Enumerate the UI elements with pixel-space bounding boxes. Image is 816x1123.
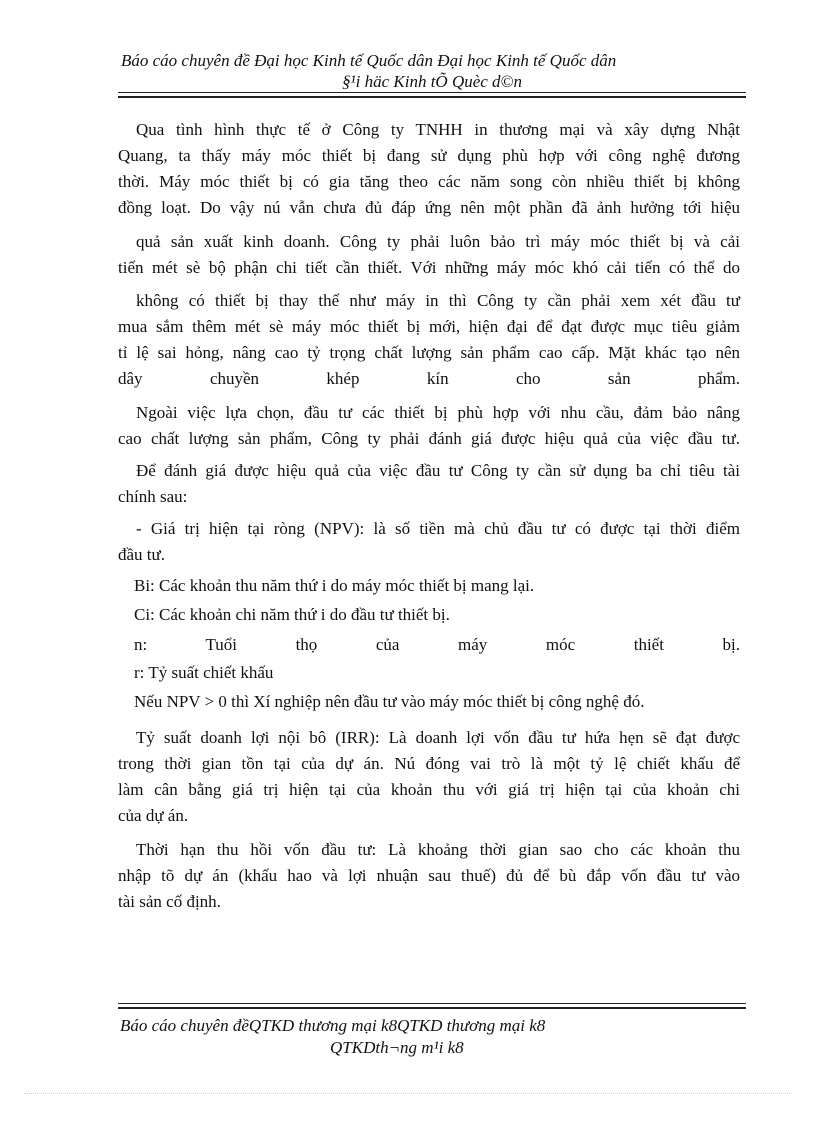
paragraph-selection <box>118 400 740 452</box>
header-rule <box>118 92 746 93</box>
definition-n <box>118 632 740 658</box>
text-line: làm cân bằng giá trị hiện tại của khoản thu với giá trị hiện tại của khoản chi <box>118 780 740 799</box>
paragraph-maintenance <box>118 229 740 281</box>
page-header <box>118 50 746 92</box>
text-line: không có thiết bị thay thế như máy in thì Công ty cần phải xem xét đầu tư <box>136 291 740 310</box>
header-line-1: Báo cáo chuyên đề Đại học Kinh tế Quốc dân Đại học Kinh tế Quốc dân <box>121 51 617 70</box>
text-line: Qua tình hình thực tế ở Công ty TNHH in thương mại và xây dựng Nhật <box>136 120 740 139</box>
definition-bi: Bi: Các khoản thu năm thứ i do máy móc thiết bị mang lại. <box>134 576 535 595</box>
text-line: thời. Máy móc thiết bị có gia tăng theo các năm song còn nhiều thiết bị không <box>118 172 740 191</box>
text-line: của dự án. <box>118 806 189 825</box>
text-line: dây chuyền khép kín cho sản phẩm. <box>118 369 740 388</box>
text-line: Quang, ta thấy máy móc thiết bị đang sử dụng phù hợp với công nghệ đương <box>118 146 740 165</box>
npv-rule: Nếu NPV > 0 thì Xí nghiệp nên đầu tư vào máy móc thiết bị công nghệ đó. <box>134 692 645 711</box>
text-line: đầu tư. <box>118 545 165 564</box>
text-line: Ngoài việc lựa chọn, đầu tư các thiết bị phù hợp với nhu cầu, đảm bảo nâng <box>136 403 740 422</box>
text-line: cao chất lượng sản phẩm, Công ty phải đánh giá được hiệu quả của việc đầu tư. <box>118 429 740 448</box>
footer-rule <box>118 1003 746 1004</box>
definition-ci: Ci: Các khoản chi năm thứ i do đầu tư thiết bị. <box>134 605 450 624</box>
text-line: quả sản xuất kinh doanh. Công ty phải luôn bảo trì máy móc thiết bị và cải <box>136 232 740 251</box>
page-footer <box>120 1015 748 1059</box>
text-line: n: Tuổi thọ của máy móc thiết bị. <box>134 635 740 654</box>
text-line: nhập tõ dự án (khấu hao và lợi nhuận sau thuế) đủ để bù đắp vốn đầu tư vào <box>118 866 740 885</box>
footer-line-2: QTKDth¬ng m¹i k8 <box>330 1038 464 1057</box>
text-line: tỉ lệ sai hỏng, nâng cao tỷ trọng chất lượng sản phẩm cao cấp. Mặt khác tạo nên <box>118 343 740 362</box>
definition-r: r: Tỷ suất chiết khấu <box>134 663 274 682</box>
text-line: tiến mét sè bộ phận chi tiết cần thiết. Với những máy móc khó cải tiến có thể do <box>118 258 740 277</box>
text-line: tài sản cố định. <box>118 892 221 911</box>
paragraph-assessment <box>118 117 740 221</box>
paragraph-irr <box>118 725 740 829</box>
text-line: mua sắm thêm mét sè máy móc thiết bị mới, hiện đại để đạt được mục tiêu giảm <box>118 317 740 336</box>
paragraph-npv <box>118 516 740 568</box>
paragraph-criteria <box>118 458 740 510</box>
footer-line-1: Báo cáo chuyên đềQTKD thương mại k8QTKD thương mại k8 <box>120 1016 546 1035</box>
text-line: chính sau: <box>118 487 188 506</box>
text-line: Tỷ suất doanh lợi nội bô (IRR): Là doanh lợi vốn đầu tư hứa hẹn sẽ đạt được <box>136 728 740 747</box>
text-line: đồng loạt. Do vậy nú vẫn chưa đủ đáp ứng nên một phần đã ảnh hưởng tới hiệu <box>118 198 740 217</box>
header-line-2: §¹i häc Kinh tÕ Quèc d©n <box>342 72 522 91</box>
text-line: - Giá trị hiện tại ròng (NPV): là số tiền mà chủ đầu tư có được tại thời điểm <box>136 519 740 538</box>
paragraph-payback <box>118 837 740 915</box>
text-line: Để đánh giá được hiệu quả của việc đầu tư Công ty cần sử dụng ba chỉ tiêu tài <box>136 461 740 480</box>
paragraph-investment <box>118 288 740 392</box>
page-bottom-border <box>24 1093 792 1094</box>
text-line: trong thời gian tồn tại của dự án. Nú đóng vai trò là một tỷ lệ chiết khấu để <box>118 754 740 773</box>
text-line: Thời hạn thu hồi vốn đầu tư: Là khoảng thời gian sao cho các khoản thu <box>136 840 740 859</box>
